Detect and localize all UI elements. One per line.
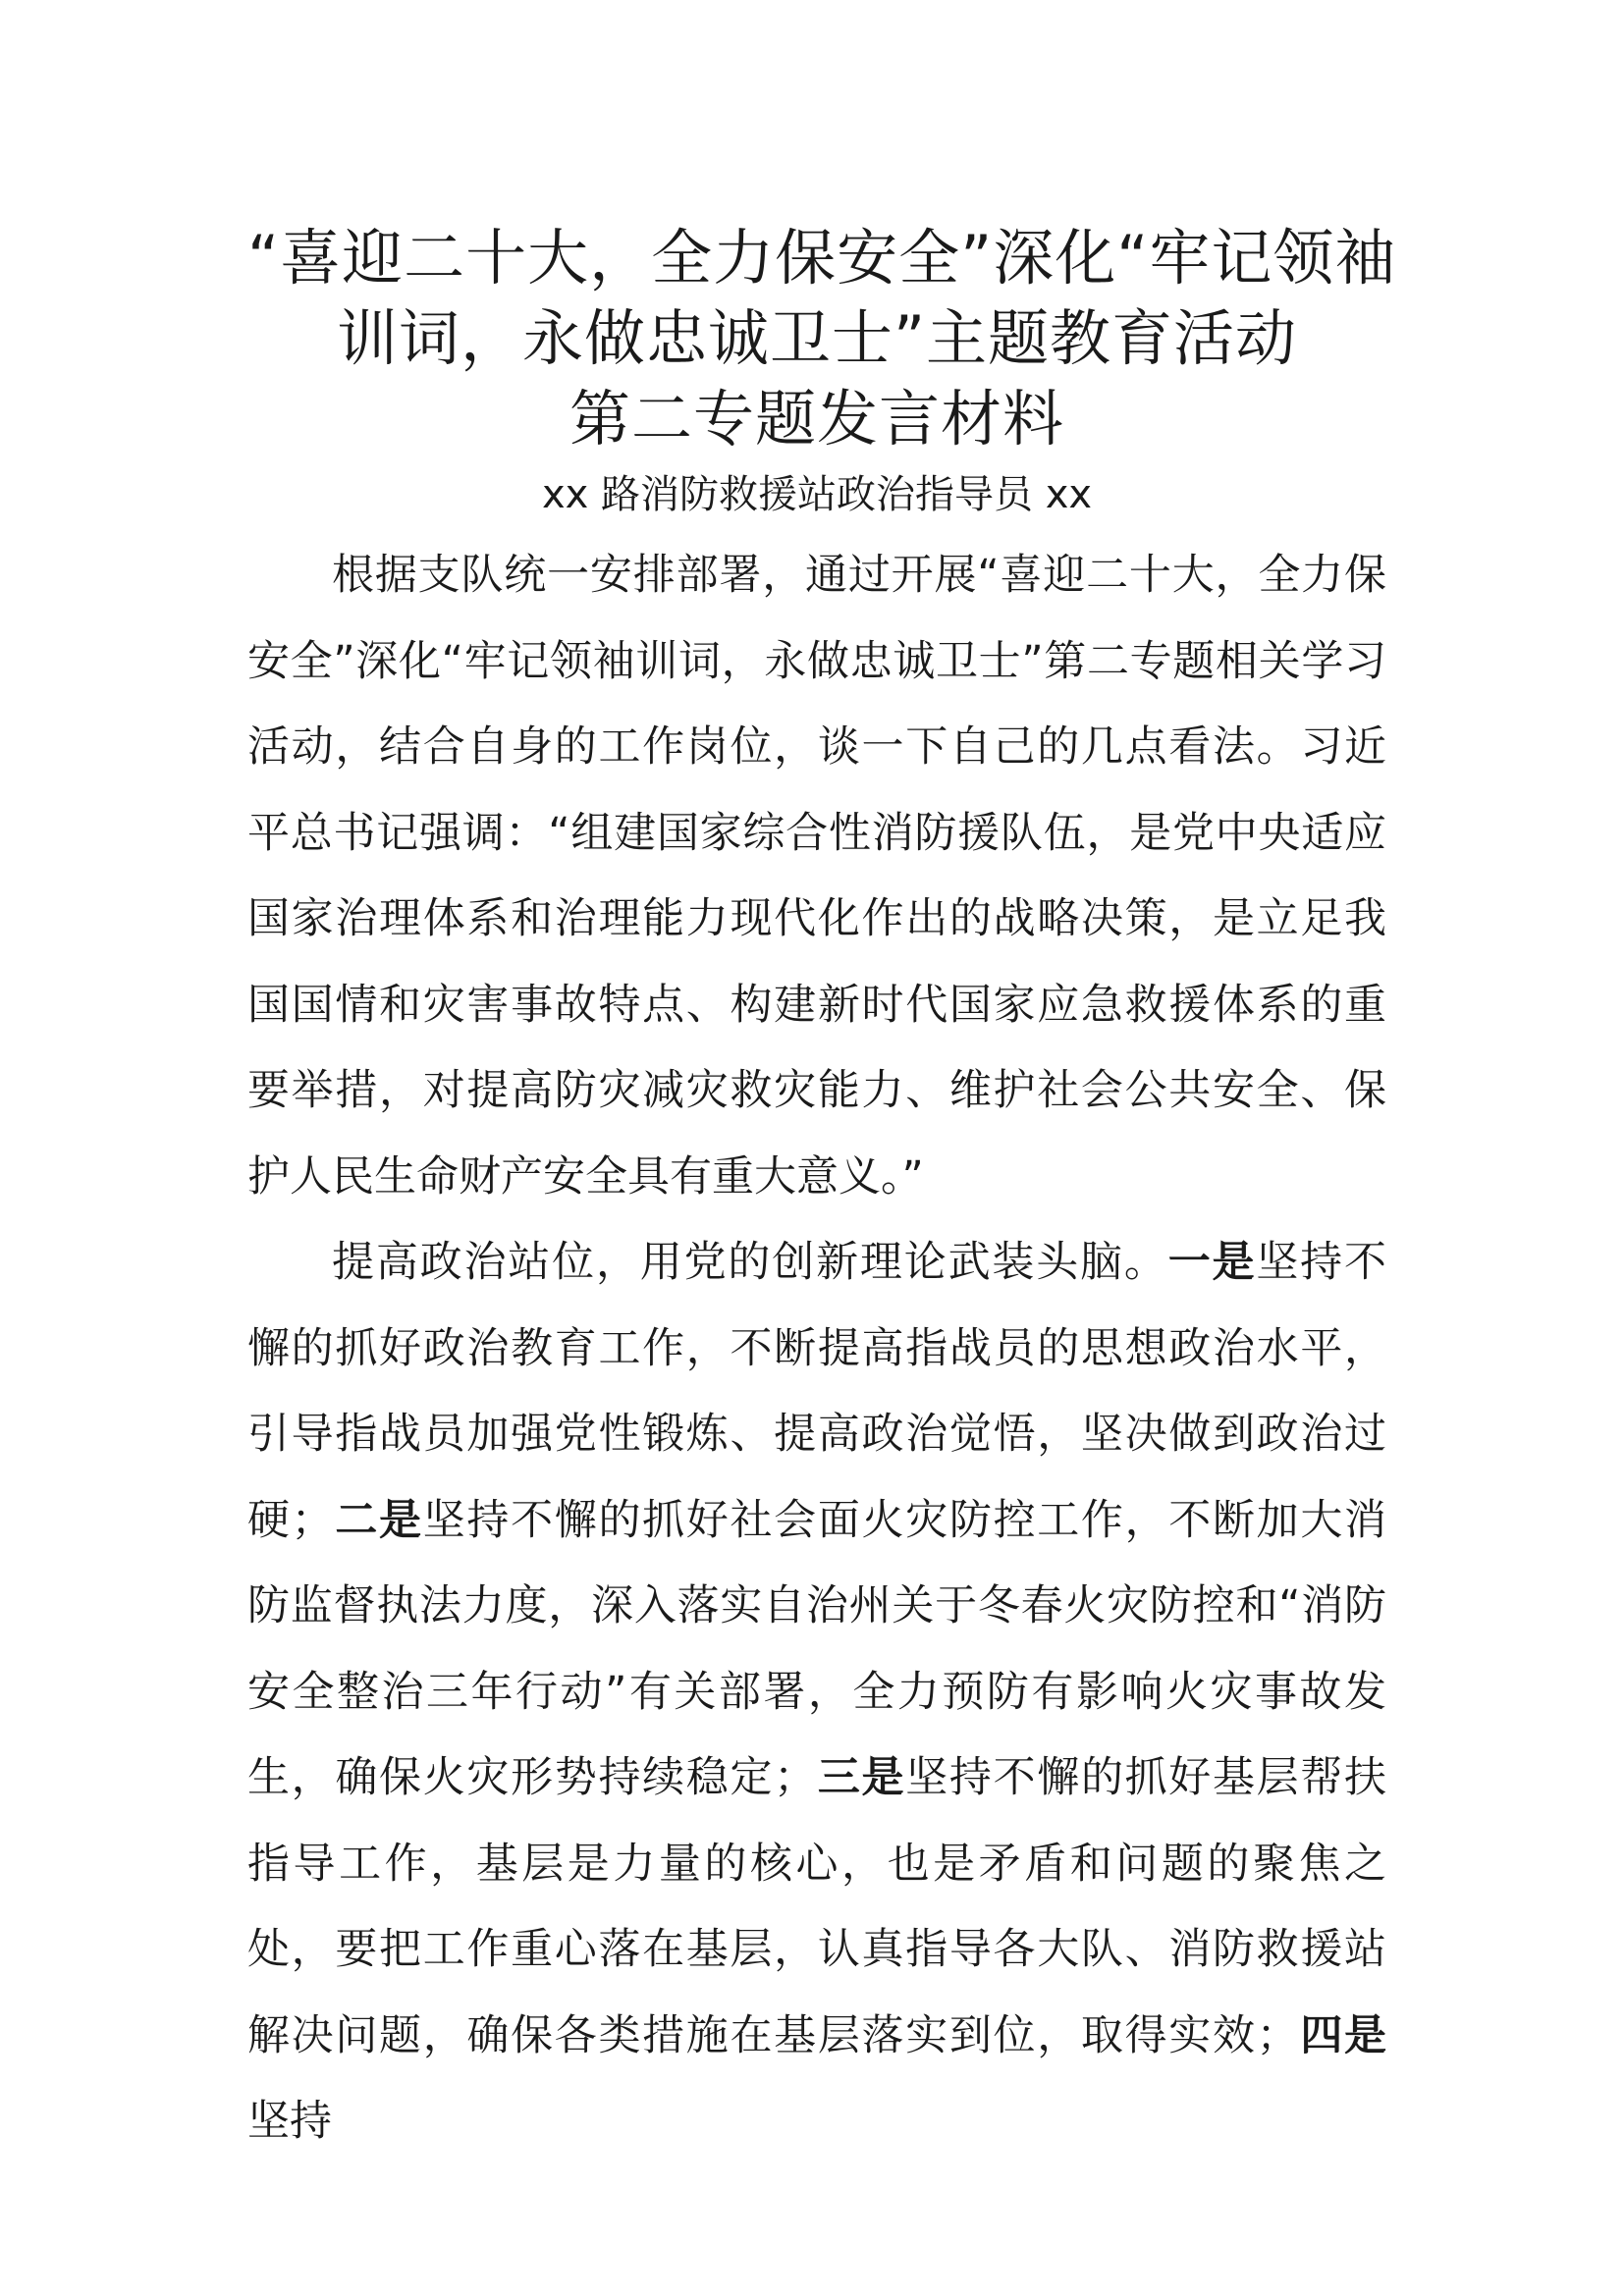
title-line-1: “喜迎二十大，全力保安全”深化“牢记领袖 [247,222,1397,294]
paragraph-2 [247,1220,1386,2165]
point-3-label: 三是 [816,1753,906,1802]
point-2-text: 坚持不懈的抓好社会面火灾防控工作，不断加大消防监督执法力度，深入落实自治州关于冬春火灾防控和“消防安全整治三年行动”有关部署，全力预防有影响火灾事故发生，确保火灾形势持续稳定； [247,1495,1387,1802]
point-4-label: 四是 [1298,2010,1387,2060]
document-title [247,218,1397,459]
title-line-2: 训词，永做忠诚卫士”主题教育活动 [336,302,1298,374]
document-page [247,218,1397,2165]
title-line-3: 第二专题发言材料 [568,383,1064,454]
point-3-text: 坚持不懈的抓好基层帮扶指导工作，基层是力量的核心，也是矛盾和问题的聚焦之处，要把工作重心落在基层，认真指导各大队、消防救援站解决问题，确保各类措施在基层落实到位，取得实效； [247,1753,1387,2060]
point-4-text: 坚持 [247,2097,332,2146]
paragraph-1: 根据支队统一安排部署，通过开展“喜迎二十大，全力保安全”深化“牢记领袖训词，永做忠诚卫士”第二专题相关学习活动，结合自身的工作岗位，谈一下自己的几点看法。习近平总书记强调：“组建国家综合性消防援队伍，是党中央适应国家治理体系和治理能力现代化作出的战略决策，是立足我国国情和灾害事故特点、构建新时代国家应急救援体系的重要举措，对提高防灾减灾救灾能力、维护社会公共安全、保护人民生命财产安全具有重大意义。” [247,551,1386,1201]
author-line: xx 路消防救援站政治指导员 xx [541,472,1093,517]
point-1-text: 坚持不懈的抓好政治教育工作，不断提高指战员的思想政治水平，引导指战员加强党性锻炼、提高政治觉悟，坚决做到政治过硬； [247,1238,1387,1545]
point-1-label: 一是 [1167,1238,1257,1287]
point-2-label: 二是 [333,1495,423,1545]
paragraph-2-intro: 提高政治站位，用党的创新理论武装头脑。 [332,1238,1168,1287]
